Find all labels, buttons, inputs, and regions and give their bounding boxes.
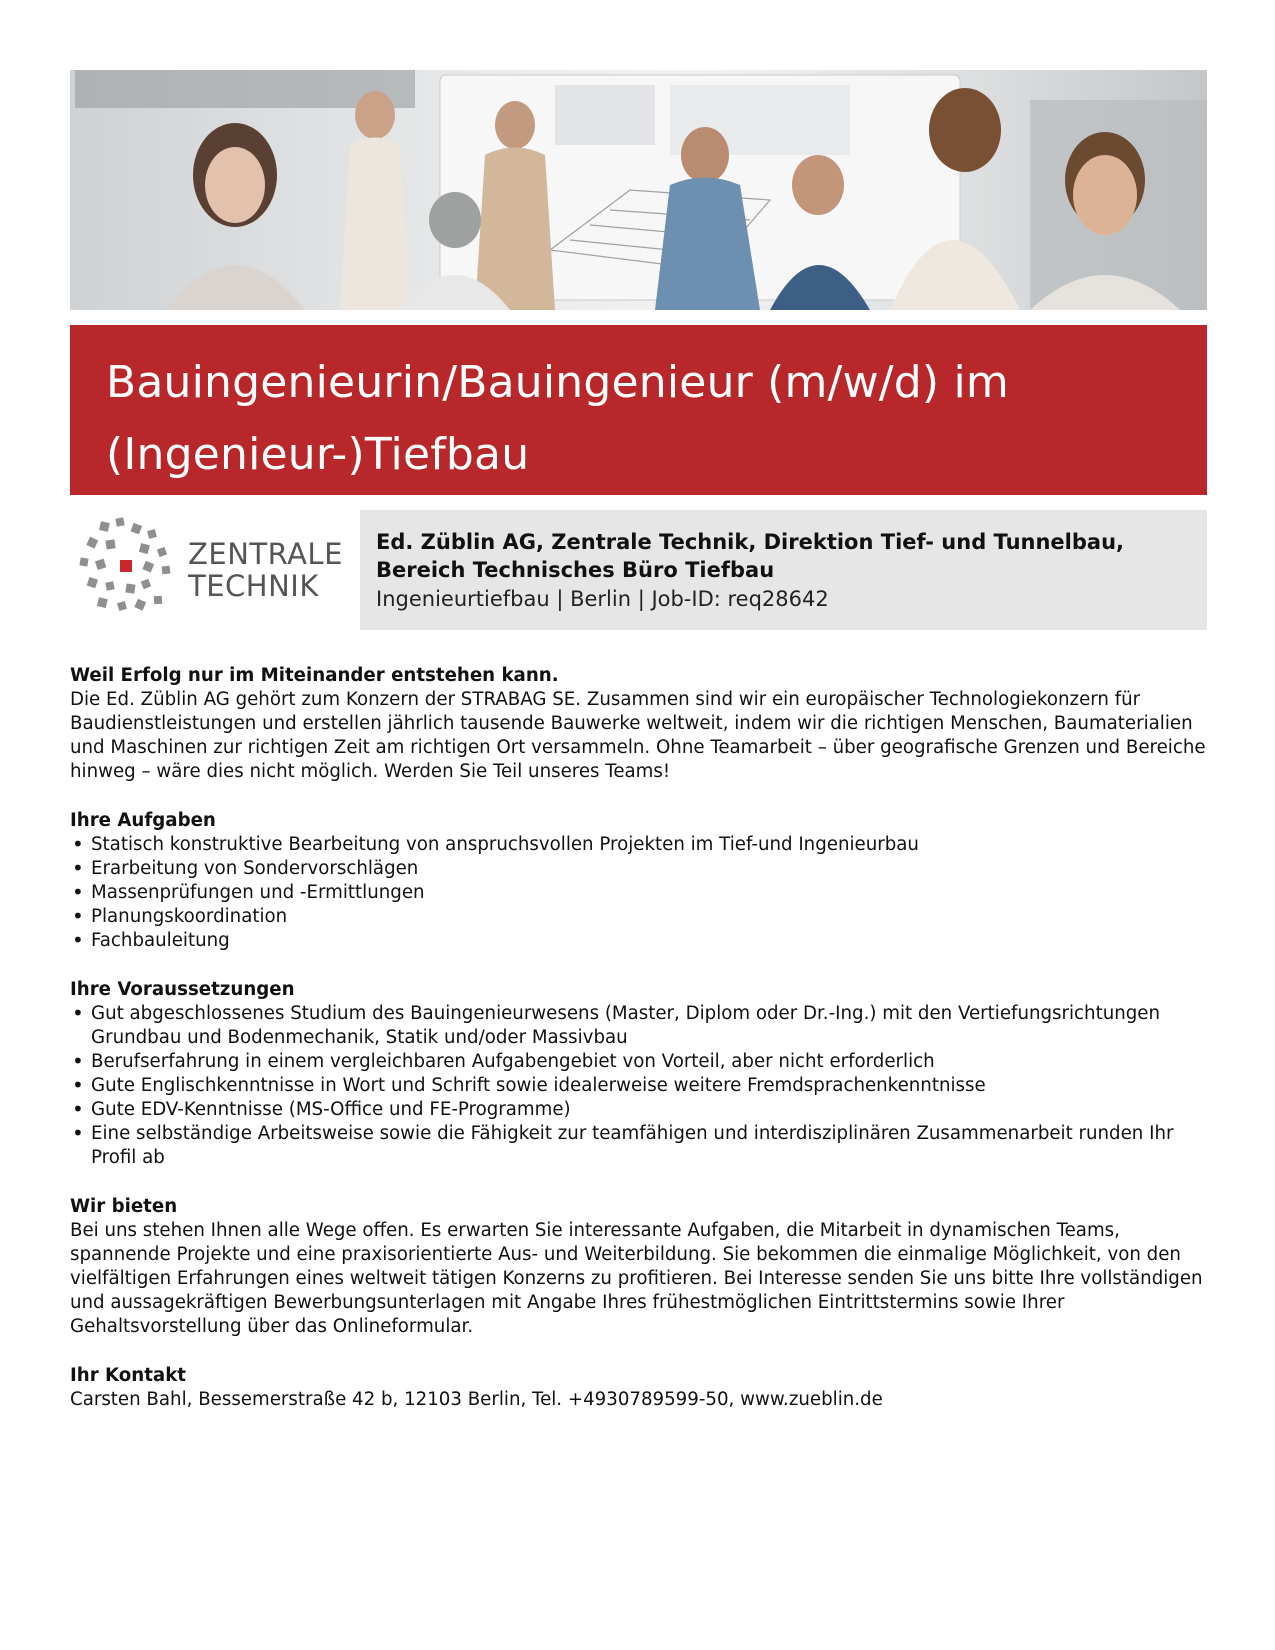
requirements-section xyxy=(70,978,1210,1170)
contact-heading: Ihr Kontakt xyxy=(70,1365,186,1386)
job-description xyxy=(70,664,1210,1437)
offer-heading: Wir bieten xyxy=(70,1196,178,1217)
intro-text: Die Ed. Züblin AG gehört zum Konzern der STRABAG SE. Zusammen sind wir ein europäischer Technologiekonzern für Baudienstleistungen und erstellen jährlich tausende Bauwerke weltweit, indem wir die richtigen Menschen, Baumaterialien und Maschinen zur richtigen Zeit am richtigen Ort versammeln. Ohne Teamarbeit – über geografische Grenzen und Bereiche hinweg – wäre dies nicht möglich. Werden Sie Teil unseres Teams! xyxy=(70,689,1206,782)
list-item: • Berufserfahrung in einem vergleichbaren Aufgabengebiet von Vorteil, aber nicht erforderlich xyxy=(70,1050,1210,1074)
logo-accent-square xyxy=(120,560,132,572)
tasks-section xyxy=(70,809,1210,953)
company-name-line1: Ed. Züblin AG, Zentrale Technik, Direktion Tief- und Tunnelbau, xyxy=(376,530,1124,554)
contact-section xyxy=(70,1364,1210,1412)
zentrale-technik-logo xyxy=(70,510,343,630)
intro-section xyxy=(70,664,1210,784)
hero-illustration xyxy=(70,70,1207,310)
requirements-heading: Ihre Voraussetzungen xyxy=(70,979,295,1000)
logo-text-line2: TECHNIK xyxy=(188,569,319,603)
list-item: • Massenprüfungen und -Ermittlungen xyxy=(70,881,1210,905)
logo-mosaic-icon xyxy=(70,510,180,630)
job-meta: Ingenieurtiefbau | Berlin | Job-ID: req28642 xyxy=(376,587,829,611)
tasks-list xyxy=(70,833,1210,953)
contact-text: Carsten Bahl, Bessemerstraße 42 b, 12103 Berlin, Tel. +4930789599-50, www.zueblin.de xyxy=(70,1389,883,1410)
list-item: • Erarbeitung von Sondervorschlägen xyxy=(70,857,1210,881)
hero-photo xyxy=(70,70,1207,310)
requirements-list xyxy=(70,1002,1210,1170)
company-name xyxy=(376,528,1191,584)
offer-section xyxy=(70,1195,1210,1339)
intro-heading: Weil Erfolg nur im Miteinander entstehen kann. xyxy=(70,665,559,686)
list-item: • Gut abgeschlossenes Studium des Bauingenieurwesens (Master, Diplom oder Dr.-Ing.) mit den Vertiefungsrichtungen Grundbau und Bodenmechanik, Statik und/oder Massivbau xyxy=(70,1002,1210,1050)
job-title xyxy=(106,347,1171,491)
list-item: • Statisch konstruktive Bearbeitung von anspruchsvollen Projekten im Tief-und Ingenieurbau xyxy=(70,833,1210,857)
job-title-banner xyxy=(70,325,1207,495)
list-item: • Fachbauleitung xyxy=(70,929,1210,953)
list-item: • Planungskoordination xyxy=(70,905,1210,929)
logo-text xyxy=(188,538,343,602)
company-name-line2: Bereich Technisches Büro Tiefbau xyxy=(376,558,775,582)
job-title-line2: (Ingenieur-)Tiefbau xyxy=(106,429,530,480)
tasks-heading: Ihre Aufgaben xyxy=(70,810,216,831)
logo-text-line1: ZENTRALE xyxy=(188,537,343,571)
list-item: • Gute EDV-Kenntnisse (MS-Office und FE-Programme) xyxy=(70,1098,1210,1122)
list-item: • Eine selbständige Arbeitsweise sowie die Fähigkeit zur teamfähigen und interdisziplinären Zusammenarbeit runden Ihr Profil ab xyxy=(70,1122,1210,1170)
company-info-box xyxy=(360,510,1207,630)
list-item: • Gute Englischkenntnisse in Wort und Schrift sowie idealerweise weitere Fremdsprachenkenntnisse xyxy=(70,1074,1210,1098)
offer-text: Bei uns stehen Ihnen alle Wege offen. Es erwarten Sie interessante Aufgaben, die Mitarbeit in dynamischen Teams, spannende Projekte und eine praxisorientierte Aus- und Weiterbildung. Sie bekommen die einmalige Möglichkeit, von den vielfältigen Erfahrungen eines weltweit tätigen Konzerns zu profitieren. Bei Interesse senden Sie uns bitte Ihre vollständigen und aussagekräftigen Bewerbungsunterlagen mit Angabe Ihres frühestmöglichen Eintrittstermins sowie Ihrer Gehaltsvorstellung über das Onlineformular. xyxy=(70,1220,1203,1337)
job-title-line1: Bauingenieurin/Bauingenieur (m/w/d) im xyxy=(106,357,1009,408)
